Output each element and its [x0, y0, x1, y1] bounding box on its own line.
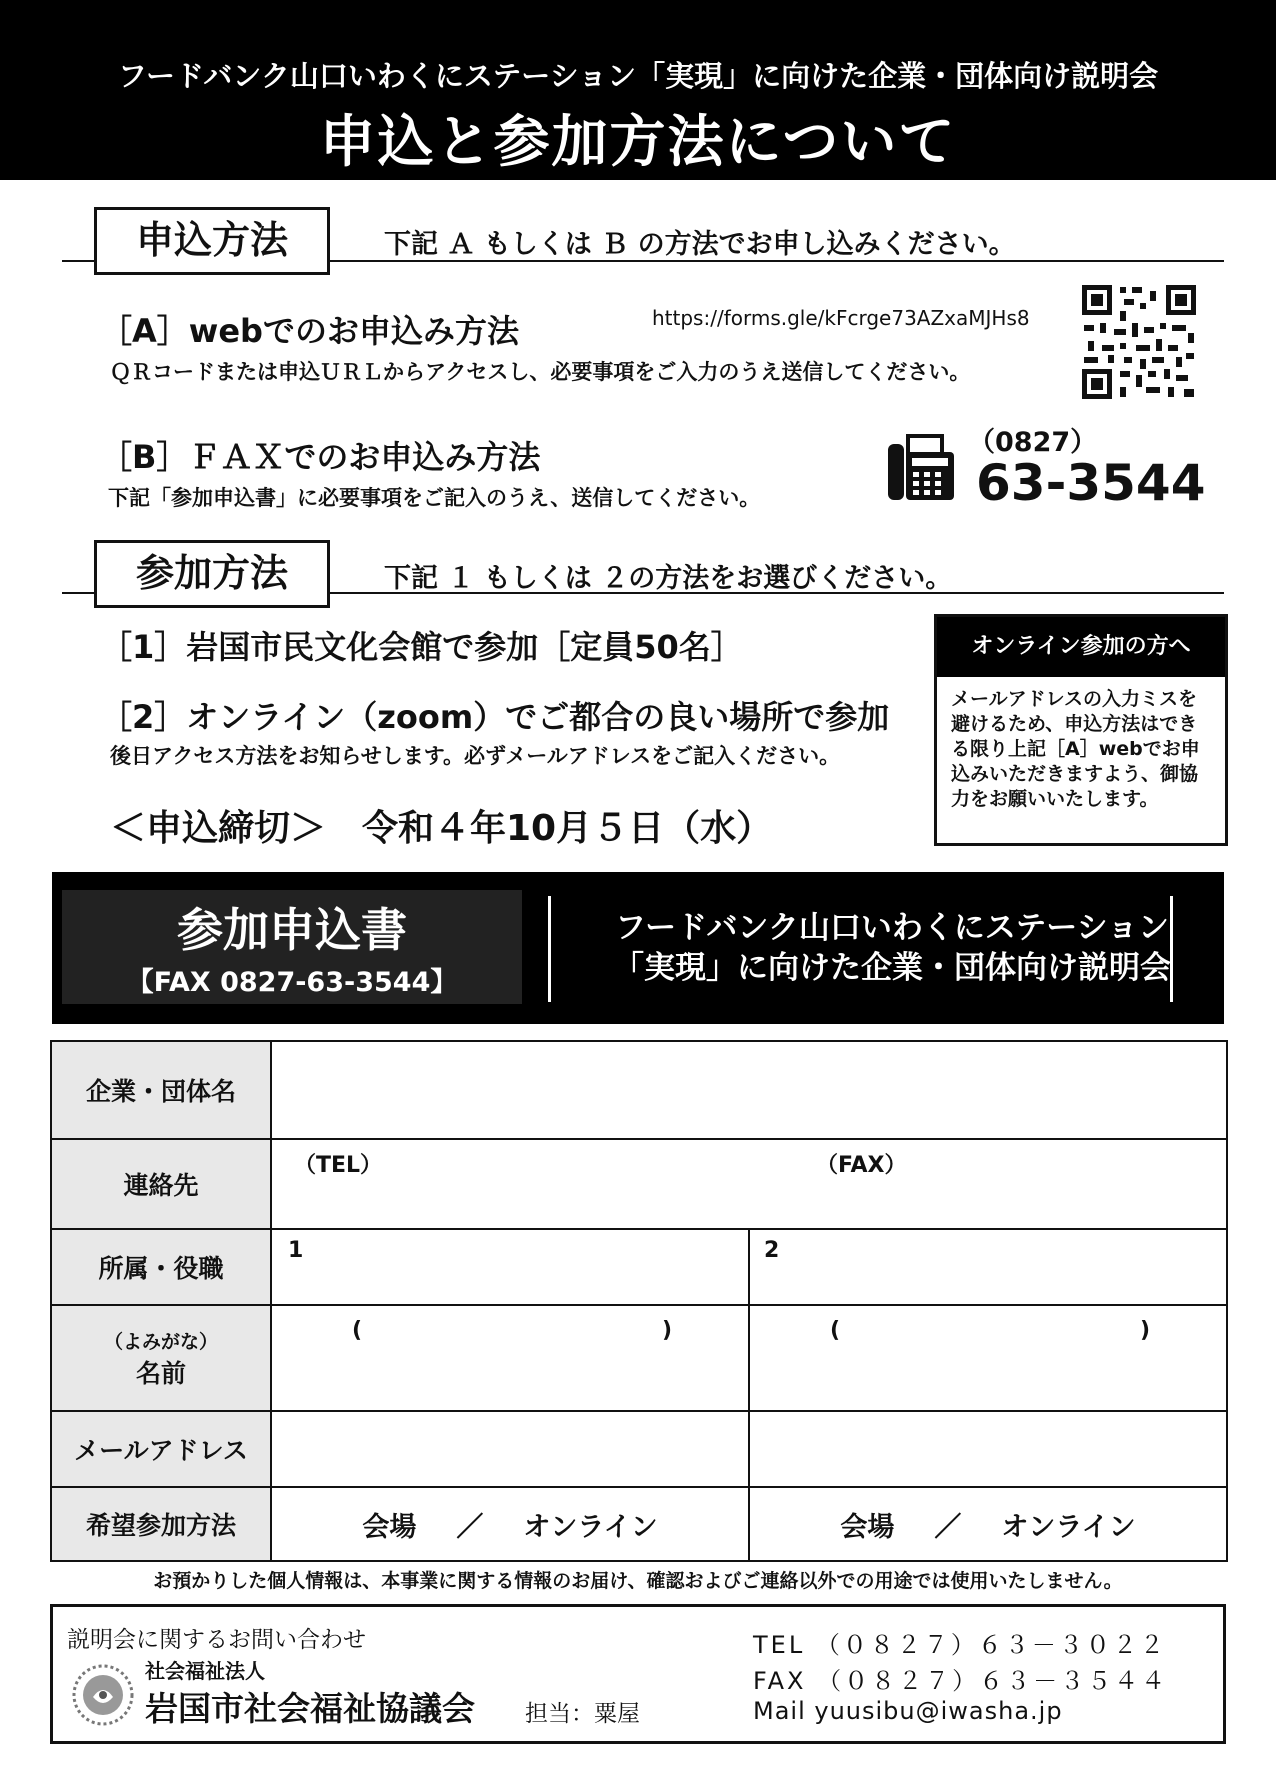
- staff-name: 担当：粟屋: [525, 1701, 640, 1727]
- corp-type: 社会福祉法人: [145, 1659, 265, 1683]
- method-2-online[interactable]: オンライン: [1001, 1511, 1136, 1543]
- row-organization: [52, 1042, 1226, 1138]
- label-name-text: 名前: [135, 1358, 186, 1388]
- form-event-title: [592, 908, 1192, 988]
- participation-instruction: 下記 １ もしくは ２の方法をお選びください。: [384, 563, 953, 594]
- privacy-note: お預かりした個人情報は、本事業に関する情報のお届け、確認およびご連絡以外での用途では使用いたしません。: [153, 1570, 1123, 1592]
- furigana-1-open: (: [352, 1318, 363, 1343]
- label-furigana: （よみがな）: [103, 1330, 218, 1353]
- input-name-2[interactable]: [748, 1306, 1226, 1410]
- form-title: 参加申込書: [177, 903, 407, 957]
- input-tel[interactable]: [272, 1140, 748, 1228]
- method-2-slash: ／: [934, 1511, 962, 1543]
- label-method: 希望参加方法: [52, 1488, 272, 1560]
- row-method: [52, 1486, 1226, 1560]
- input-department-1[interactable]: [272, 1230, 748, 1304]
- organization-name: 岩国市社会福祉協議会: [145, 1689, 475, 1728]
- form-event-line1: フードバンク山口いわくにステーション: [615, 910, 1169, 946]
- online-notice-title: オンライン参加の方へ: [937, 617, 1225, 677]
- row-department: [52, 1228, 1226, 1304]
- input-department-2[interactable]: [748, 1230, 1226, 1304]
- participation-option-online: ［2］オンライン（zoom）でご都合の良い場所で参加: [100, 698, 890, 736]
- label-organization: 企業・団体名: [52, 1042, 272, 1138]
- header-subtitle: フードバンク山口いわくにステーション「実現」に向けた企業・団体向け説明会: [117, 59, 1159, 93]
- participation-online-note: 後日アクセス方法をお知らせします。必ずメールアドレスをご記入ください。: [110, 744, 841, 768]
- method-2-venue[interactable]: 会場: [840, 1511, 895, 1543]
- method-choice-1: [272, 1488, 748, 1560]
- page-title: 申込と参加方法について: [319, 110, 957, 175]
- furigana-2-open: (: [830, 1318, 841, 1343]
- organization-logo-icon: [71, 1663, 135, 1727]
- contact-mail[interactable]: Mail yuusibu@iwasha.jp: [753, 1697, 1063, 1725]
- label-name: [52, 1306, 272, 1410]
- apply-instruction: 下記 Ａ もしくは Ｂ の方法でお申し込みください。: [384, 229, 1016, 260]
- input-email-2[interactable]: [748, 1412, 1226, 1486]
- contact-fax: FAX （０８２７）６３－３５４４: [753, 1667, 1169, 1695]
- method-1-online[interactable]: オンライン: [523, 1511, 658, 1543]
- row-contact: [52, 1138, 1226, 1228]
- person-1-number: 1: [288, 1238, 304, 1263]
- contact-box: [50, 1604, 1226, 1744]
- form-header-band: [52, 872, 1224, 1024]
- fax-number: 63-3544: [976, 454, 1206, 512]
- method-1-venue[interactable]: 会場: [362, 1511, 417, 1543]
- person-2-number: 2: [764, 1238, 780, 1263]
- label-department: 所属・役職: [52, 1230, 272, 1304]
- input-fax[interactable]: [748, 1140, 1226, 1228]
- band-divider-left: [548, 896, 551, 1002]
- tel-label: （TEL）: [294, 1153, 383, 1178]
- input-email-1[interactable]: [272, 1412, 748, 1486]
- form-title-block: [62, 890, 522, 1004]
- label-contact: 連絡先: [52, 1140, 272, 1228]
- input-organization[interactable]: [272, 1042, 1226, 1138]
- participation-option-venue: ［1］岩国市民文化会館で参加［定員50名］: [100, 628, 743, 666]
- input-name-1[interactable]: [272, 1306, 748, 1410]
- form-event-line2: 「実現」に向けた企業・団体向け説明会: [613, 950, 1171, 986]
- apply-a-title: ［A］webでのお申込み方法: [100, 312, 519, 350]
- fax-area-code: （0827）: [968, 427, 1098, 458]
- contact-tel: TEL （０８２７）６３－３０２２: [753, 1631, 1167, 1659]
- apply-url-link[interactable]: https://forms.gle/kFcrge73AZxaMJHs8: [652, 306, 1030, 330]
- furigana-2-close: ): [1140, 1318, 1151, 1343]
- fax-label: （FAX）: [816, 1153, 907, 1178]
- method-1-slash: ／: [456, 1511, 484, 1543]
- online-notice-text: メールアドレスの入力ミスを避けるため、申込方法はできる限り上記［A］webでお申込みいただきますよう、御協力をお願いいたします。: [951, 688, 1200, 810]
- apply-b-title: ［B］ＦＡＸでのお申込み方法: [100, 438, 541, 476]
- row-email: [52, 1410, 1226, 1486]
- apply-a-note: ＱＲコードまたは申込ＵＲＬからアクセスし、必要事項をご入力のうえ送信してください。: [110, 360, 971, 384]
- label-email: メールアドレス: [52, 1412, 272, 1486]
- inquiry-label: 説明会に関するお問い合わせ: [67, 1627, 366, 1653]
- participation-section-label: 参加方法: [94, 540, 330, 608]
- fax-machine-icon: [886, 434, 956, 502]
- furigana-1-close: ): [662, 1318, 673, 1343]
- method-choice-2: [748, 1488, 1226, 1560]
- header-banner: [0, 0, 1276, 180]
- apply-section-label: 申込方法: [94, 207, 330, 275]
- application-form-table: [50, 1040, 1228, 1562]
- qr-code-icon[interactable]: [1080, 283, 1198, 401]
- row-name: [52, 1304, 1226, 1410]
- apply-b-note: 下記「参加申込書」に必要事項をご記入のうえ、送信してください。: [108, 486, 761, 510]
- online-notice-box: [934, 614, 1228, 846]
- deadline: ＜申込締切＞ 令和４年10月５日（水）: [110, 808, 773, 849]
- form-fax: 【FAX 0827-63-3544】: [126, 967, 458, 998]
